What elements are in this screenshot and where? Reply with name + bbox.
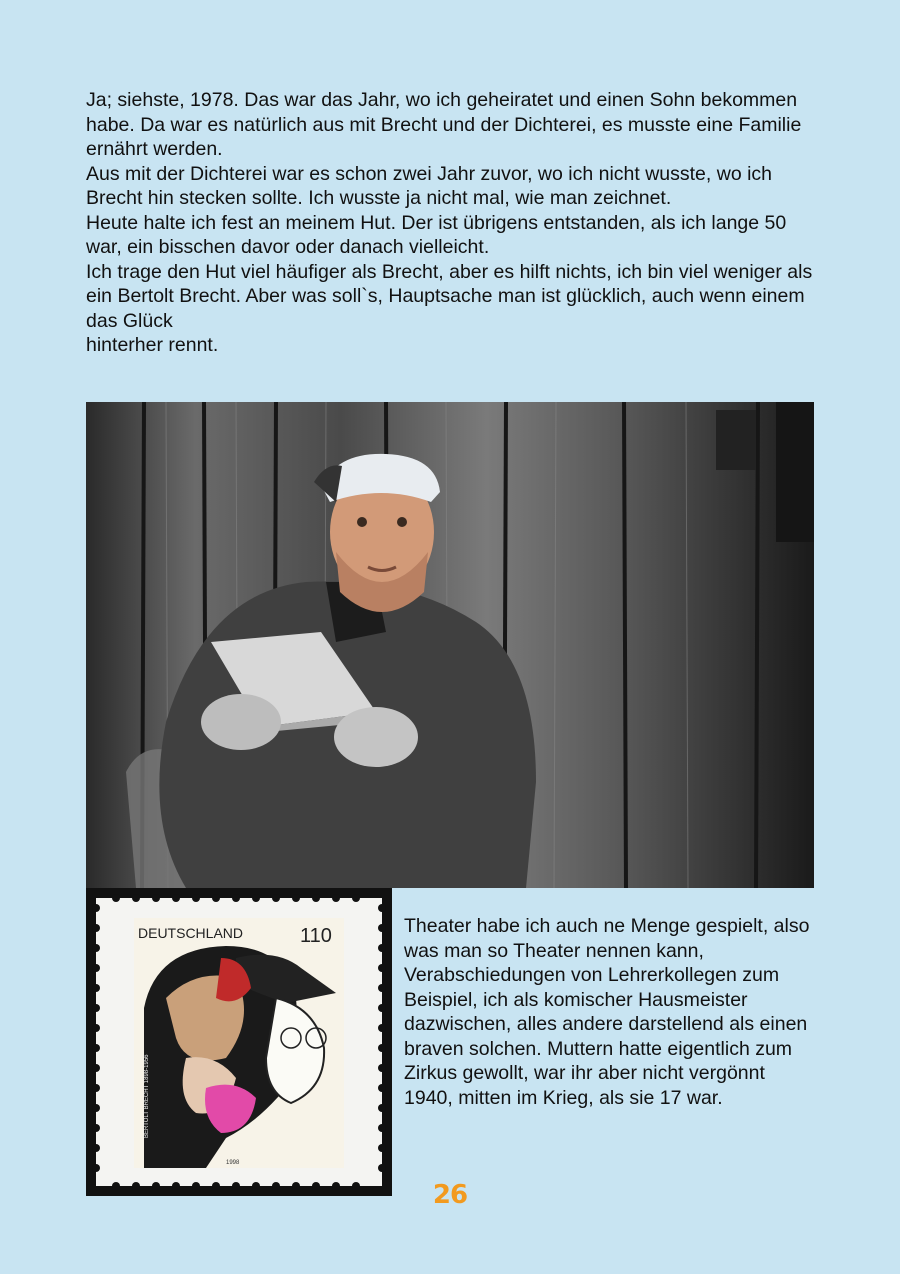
stamp-value: 110 (300, 925, 332, 947)
portrait-photo-illustration (86, 402, 814, 888)
intro-paragraph-5: hinterher rennt. (86, 334, 219, 356)
brecht-stamp (86, 888, 392, 1196)
side-paragraph: Theater habe ich auch ne Menge gespielt, also was man so Theater nennen kann, Verabschiedungen von Lehrerkollegen zum Beispiel, ich als komischer Hausmeister dazwischen, alles andere darstellend als einen braven solchen. Muttern hatte eigentlich zum Zirkus gewollt, war ihr aber nicht vergönnt 1940, mitten im Krieg, als sie 17 war. (404, 915, 810, 1109)
portrait-photo (86, 402, 814, 888)
intro-text (86, 88, 816, 358)
stamp-vertical-caption: BERTOLT BRECHT 1898-1956 (144, 1054, 150, 1138)
intro-paragraph-1: Ja; siehste, 1978. Das war das Jahr, wo ich geheiratet und einen Sohn bekommen habe. Da war es natürlich aus mit Brecht und der Dichterei, es musste eine Familie ernährt werden. (86, 89, 802, 160)
stamp-country: DEUTSCHLAND (138, 925, 244, 941)
brecht-stamp-frame (86, 888, 392, 1196)
intro-paragraph-2: Aus mit der Dichterei war es schon zwei Jahr zuvor, wo ich nicht wusste, wo ich Brecht hin stecken sollte. Ich wusste ja nicht mal, wie man zeichnet. (86, 162, 773, 209)
intro-paragraph-3: Heute halte ich fest an meinem Hut. Der ist übrigens entstanden, als ich lange 50 war, ein bisschen davor oder danach vielleicht. (86, 211, 787, 258)
page-number: 26 (432, 1180, 468, 1210)
stamp-year: 1998 (226, 1160, 240, 1166)
intro-paragraph-4: Ich trage den Hut viel häufiger als Brecht, aber es hilft nichts, ich bin viel weniger als ein Bertolt Brecht. Aber was soll`s, Hauptsache man ist glücklich, auch wenn einem das Glück (86, 260, 813, 332)
